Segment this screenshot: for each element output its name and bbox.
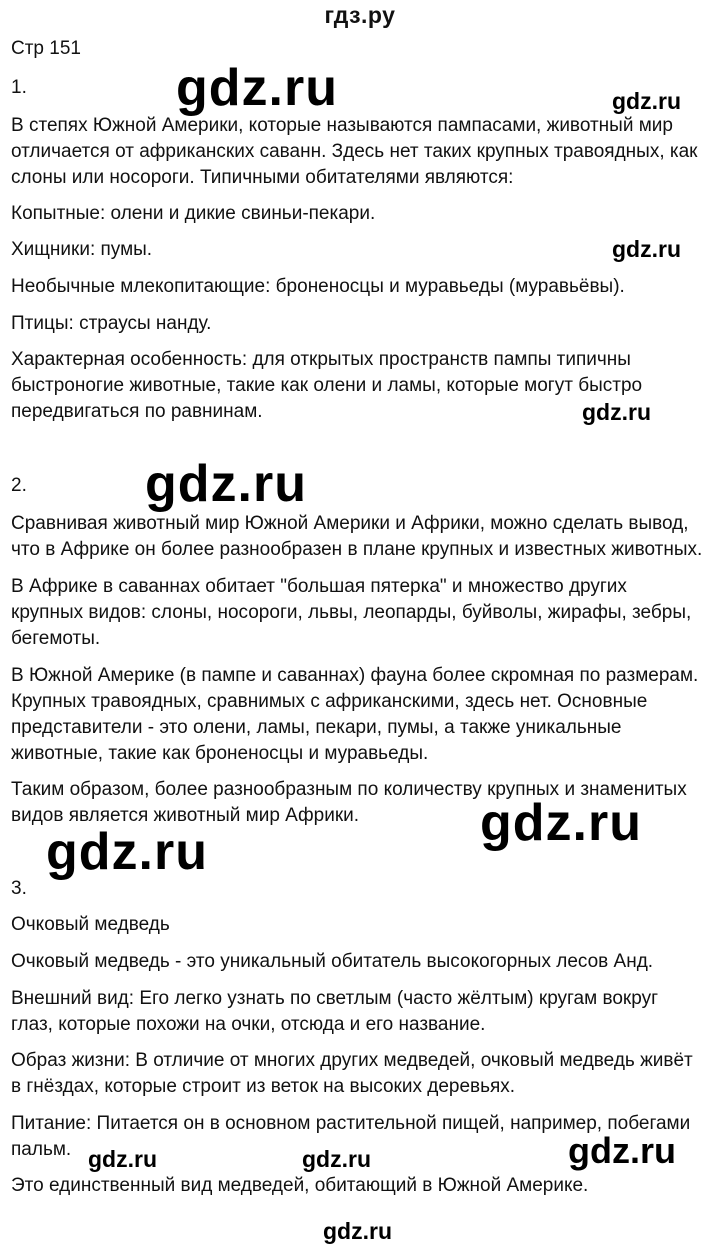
s3-p1: Очковый медведь (11, 914, 170, 935)
page-label: Стр 151 (11, 38, 81, 59)
s1-p5: Птицы: страусы нанду. (11, 313, 212, 334)
s1-p6-line2: быстроногие животные, такие как олени и ламы, которые могут быстро (11, 375, 643, 396)
site-header: гдз.ру (324, 2, 396, 28)
s3-p4-line2: в гнёздах, которые строит из веток на высоких деревьях. (11, 1076, 516, 1097)
s2-p4-line2: видов является животный мир Африки. (11, 805, 360, 826)
s3-p5-line1: Питание: Питается он в основном растительной пищей, например, побегами (11, 1113, 691, 1134)
s2-p1-line1: Сравнивая животный мир Южной Америки и Африки, можно сделать вывод, (11, 513, 689, 534)
s1-p1-line3: слоны или носороги. Типичными обитателями являются: (11, 167, 514, 188)
s1-p1-line1: В степях Южной Америки, которые называются пампасами, животный мир (11, 115, 673, 136)
watermark: gdz.ru (302, 1146, 371, 1172)
s3-p6: Это единственный вид медведей, обитающий в Южной Америке. (11, 1175, 589, 1196)
s2-p2-line3: бегемоты. (11, 628, 101, 649)
s3-p2: Очковый медведь - это уникальный обитатель высокогорных лесов Анд. (11, 951, 654, 972)
watermark: gdz.ru (582, 399, 651, 425)
s1-p6-line3: передвигаться по равнинам. (11, 401, 263, 422)
s2-p4-line1: Таким образом, более разнообразным по количеству крупных и знаменитых (11, 779, 687, 800)
s3-p4-line1: Образ жизни: В отличие от многих других медведей, очковый медведь живёт (11, 1050, 693, 1071)
s3-p5-line2: пальм. (11, 1139, 72, 1160)
section-1-number: 1. (11, 77, 27, 98)
watermark: gdz.ru (176, 59, 338, 117)
watermark: gdz.ru (145, 455, 307, 513)
s2-p3-line4: животные, такие как броненосцы и муравьеды. (11, 743, 429, 764)
watermark: gdz.ru (480, 794, 642, 852)
s1-p3: Хищники: пумы. (11, 239, 153, 260)
s1-p6-line1: Характерная особенность: для открытых пространств пампы типичны (11, 349, 631, 370)
s1-p2: Копытные: олени и дикие свиньи-пекари. (11, 203, 376, 224)
watermark: gdz.ru (88, 1146, 157, 1172)
watermark: gdz.ru (568, 1130, 676, 1171)
watermark: gdz.ru (46, 823, 208, 881)
s2-p2-line1: В Африке в саваннах обитает "большая пятерка" и множество других (11, 576, 627, 597)
section-3-number: 3. (11, 878, 27, 899)
s2-p3-line3: представители - это олени, ламы, пекари, пумы, а также уникальные (11, 717, 622, 738)
s2-p3-line1: В Южной Америке (в пампе и саваннах) фауна более скромная по размерам. (11, 665, 699, 686)
s1-p1-line2: отличается от африканских саванн. Здесь нет таких крупных травоядных, как (11, 141, 698, 162)
s3-p3-line2: глаз, которые похожи на очки, отсюда и его название. (11, 1014, 486, 1035)
s1-p4: Необычные млекопитающие: броненосцы и муравьеды (муравьёвы). (11, 276, 625, 297)
watermark: gdz.ru (612, 88, 681, 114)
s2-p3-line2: Крупных травоядных, сравнимых с африканскими, здесь нет. Основные (11, 691, 648, 712)
s3-p3-line1: Внешний вид: Его легко узнать по светлым (часто жёлтым) кругам вокруг (11, 988, 659, 1009)
watermark: gdz.ru (323, 1218, 392, 1244)
s2-p1-line2: что в Африке он более разнообразен в плане крупных и известных животных. (11, 539, 703, 560)
s2-p2-line2: крупных видов: слоны, носороги, львы, леопарды, буйволы, жирафы, зебры, (11, 602, 692, 623)
watermark: gdz.ru (612, 236, 681, 262)
section-2-number: 2. (11, 475, 27, 496)
